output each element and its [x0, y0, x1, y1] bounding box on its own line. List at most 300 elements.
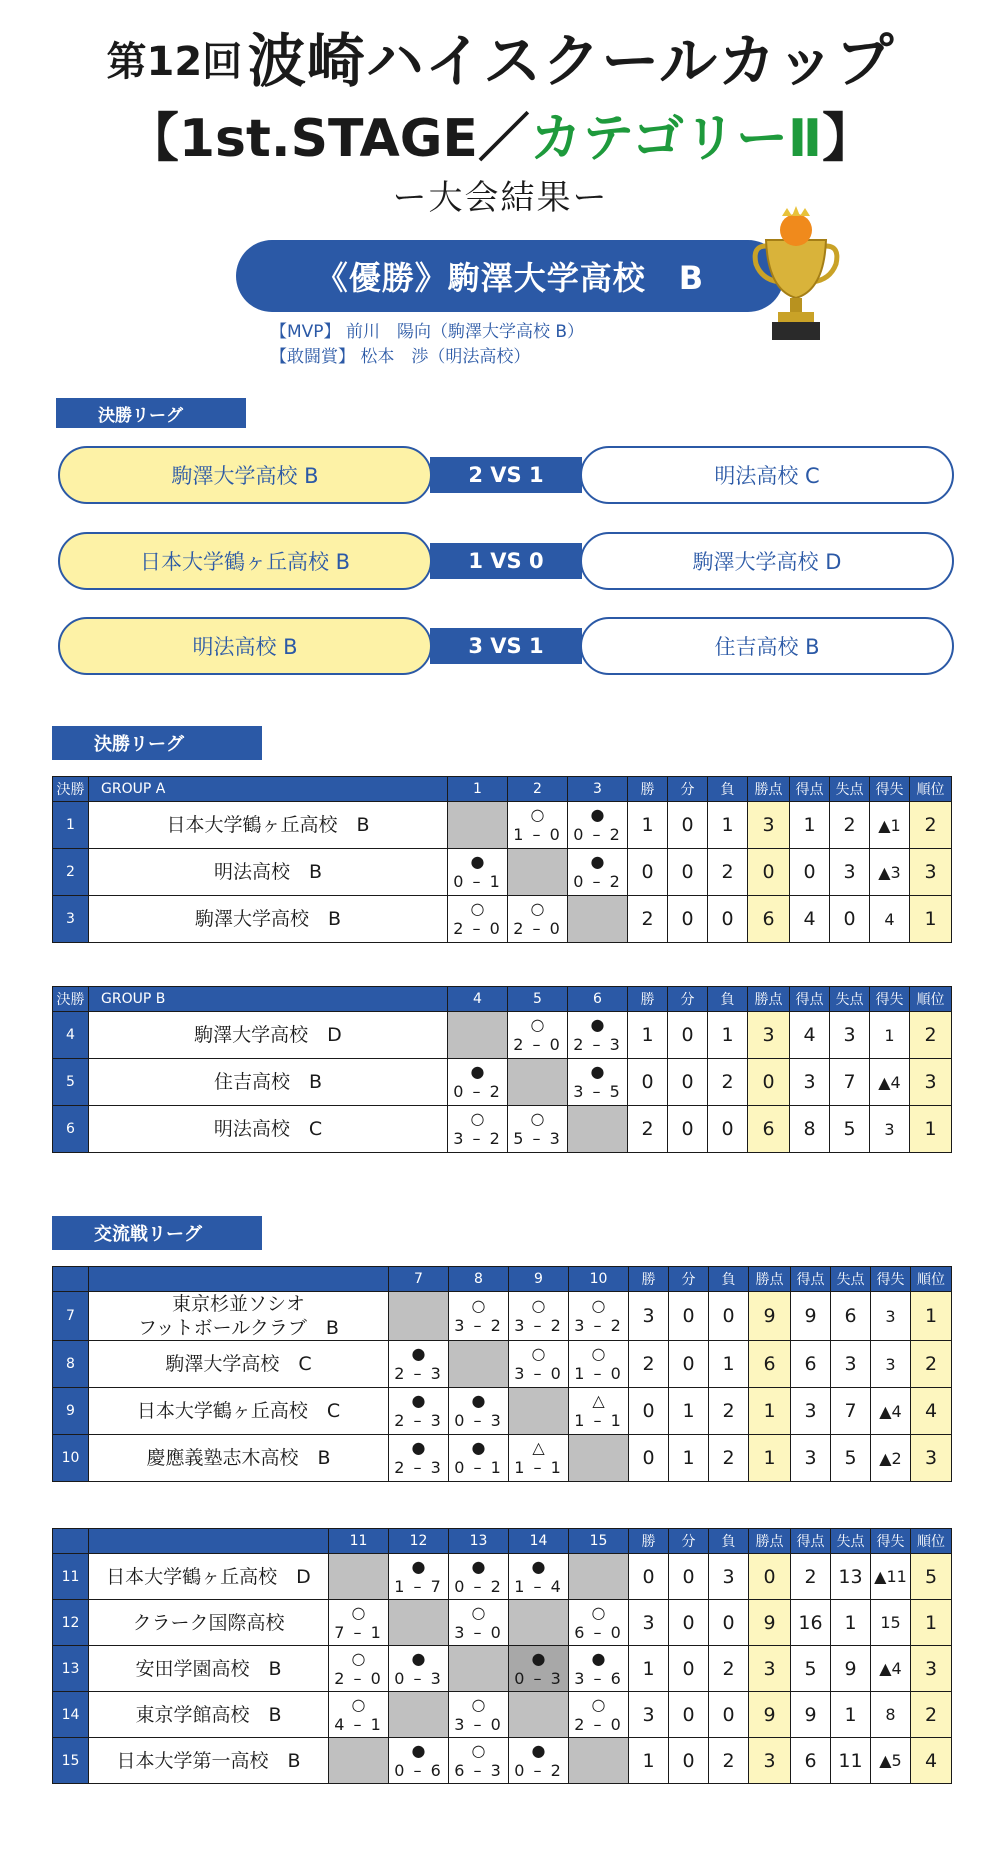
- stat-points: 9: [749, 1692, 791, 1738]
- result-symbol: ○: [530, 899, 545, 918]
- stat-draws: 0: [668, 1012, 708, 1059]
- match-home-team: 明法高校 B: [58, 617, 432, 675]
- opponent-col: 4: [448, 987, 508, 1012]
- team-name: [89, 896, 448, 943]
- stat-goals-against: 1: [831, 1692, 871, 1738]
- stat-goal-diff: ▲4: [871, 1388, 911, 1435]
- match-score: 2 – 3: [394, 1364, 443, 1383]
- table-header: [53, 1267, 952, 1292]
- table-header: [53, 1529, 952, 1554]
- match-result-cell: [509, 1554, 569, 1600]
- team-name: [89, 1692, 329, 1738]
- match-score: 0 – 2: [573, 825, 622, 844]
- match-score: 3 – 2: [574, 1316, 623, 1335]
- result-symbol: ○: [531, 1296, 546, 1315]
- self-match-cell: [449, 1341, 509, 1388]
- stat-header: 得点: [790, 777, 830, 802]
- opponent-col: 2: [508, 777, 568, 802]
- self-match-cell: [509, 1692, 569, 1738]
- match-result-cell: [449, 1600, 509, 1646]
- match-result-cell: [449, 1554, 509, 1600]
- match-score: 1 VS 0: [430, 543, 582, 579]
- team-name-line: 日本大学鶴ヶ丘高校 C: [136, 1400, 341, 1422]
- match-score: 7 – 1: [334, 1622, 383, 1642]
- match-result-cell: [568, 1059, 628, 1106]
- team-name-line: 住吉高校 B: [213, 1071, 323, 1093]
- header-blank: [89, 1529, 329, 1554]
- result-symbol: ○: [591, 1694, 606, 1714]
- stat-wins: 2: [628, 1106, 668, 1153]
- match-score: 0 – 6: [394, 1760, 443, 1780]
- match-result-cell: [509, 1341, 569, 1388]
- match-score: 2 – 0: [453, 919, 502, 938]
- stat-points: 0: [749, 1554, 791, 1600]
- match-result-cell: [448, 1059, 508, 1106]
- stat-points: 3: [748, 1012, 790, 1059]
- match-home-team: 日本大学鶴ヶ丘高校 B: [58, 532, 432, 590]
- team-name: [89, 1012, 448, 1059]
- match-score: 3 – 5: [573, 1082, 622, 1101]
- team-name-line: 駒澤大学高校 B: [194, 908, 342, 930]
- match-result-cell: [329, 1600, 389, 1646]
- stat-rank: 4: [911, 1738, 952, 1784]
- stat-losses: 2: [709, 1646, 749, 1692]
- stat-wins: 0: [629, 1554, 669, 1600]
- row-number: 8: [53, 1341, 89, 1388]
- team-name-line: 東京杉並ソシオ: [171, 1293, 305, 1315]
- match-score: 1 – 4: [514, 1576, 563, 1596]
- stat-goal-diff: ▲5: [871, 1738, 911, 1784]
- stat-goal-diff: 3: [871, 1292, 911, 1341]
- match-result-cell: [449, 1292, 509, 1341]
- match-score: 0 – 1: [453, 872, 502, 891]
- awards-list: [270, 320, 584, 370]
- match-score: 2 – 0: [513, 919, 562, 938]
- stat-goals-against: 3: [831, 1341, 871, 1388]
- stat-goals-against: 2: [830, 802, 870, 849]
- stat-header: 勝: [629, 1529, 669, 1554]
- stat-wins: 3: [629, 1292, 669, 1341]
- table-row: [53, 1435, 952, 1482]
- stat-draws: 0: [668, 1059, 708, 1106]
- table-row: [53, 896, 952, 943]
- stat-points: 1: [749, 1435, 791, 1482]
- stat-header: 負: [708, 777, 748, 802]
- stat-wins: 1: [629, 1738, 669, 1784]
- result-symbol: ●: [411, 1438, 426, 1457]
- stat-rank: 1: [911, 1600, 952, 1646]
- match-result-cell: [389, 1646, 449, 1692]
- result-symbol: ○: [471, 1296, 486, 1315]
- match-result-cell: [329, 1646, 389, 1692]
- result-symbol: ○: [351, 1694, 366, 1714]
- stat-header: 失点: [830, 777, 870, 802]
- table-row: [53, 1292, 952, 1341]
- stat-points: 3: [748, 802, 790, 849]
- result-symbol: ●: [591, 1648, 606, 1668]
- team-name-line: 日本大学第一高校 B: [116, 1749, 301, 1772]
- match-result-cell: [448, 849, 508, 896]
- row-number: 15: [53, 1738, 89, 1784]
- match-result-cell: [389, 1435, 449, 1482]
- result-symbol: ●: [531, 1740, 546, 1760]
- stat-points: 6: [749, 1341, 791, 1388]
- result-symbol: △: [592, 1391, 605, 1410]
- stat-header: 得失: [871, 1267, 911, 1292]
- team-name: [89, 1600, 329, 1646]
- match-result-cell: [569, 1692, 629, 1738]
- match-result-cell: [508, 896, 568, 943]
- match-result-cell: [389, 1341, 449, 1388]
- stat-goals-against: 7: [831, 1388, 871, 1435]
- stat-goal-diff: ▲4: [871, 1646, 911, 1692]
- team-name-line: 安田学園高校 B: [135, 1657, 282, 1680]
- stat-goals-against: 0: [830, 896, 870, 943]
- stage-title: [0, 96, 1001, 171]
- opponent-col: 7: [389, 1267, 449, 1292]
- match-result-cell: [509, 1646, 569, 1692]
- self-match-cell: [389, 1292, 449, 1341]
- stat-header: 得失: [871, 1529, 911, 1554]
- stat-losses: 0: [708, 1106, 748, 1153]
- stat-draws: 0: [669, 1738, 709, 1784]
- match-score: 1 – 0: [513, 825, 562, 844]
- header-label: 決勝: [53, 777, 89, 802]
- stat-goals-for: 9: [791, 1692, 831, 1738]
- self-match-cell: [508, 849, 568, 896]
- stat-rank: 3: [910, 849, 952, 896]
- stage-close: 】: [822, 109, 875, 169]
- match-result-cell: [389, 1738, 449, 1784]
- match-score: 0 – 3: [514, 1668, 563, 1688]
- self-match-cell: [449, 1646, 509, 1692]
- exchange-table-2: [52, 1528, 952, 1784]
- match-score: 5 – 3: [513, 1129, 562, 1148]
- match-score: 3 – 2: [514, 1316, 563, 1335]
- stat-points: 3: [749, 1738, 791, 1784]
- match-score: 3 – 0: [514, 1364, 563, 1383]
- match-score: 3 – 2: [453, 1129, 502, 1148]
- stat-header: 勝: [629, 1267, 669, 1292]
- final-match: [58, 617, 954, 675]
- stat-losses: 0: [708, 896, 748, 943]
- stat-header: 勝: [628, 777, 668, 802]
- stat-goals-against: 9: [831, 1646, 871, 1692]
- match-score: 2 – 3: [573, 1035, 622, 1054]
- header-blank: [53, 1267, 89, 1292]
- result-symbol: ●: [471, 1556, 486, 1576]
- stat-points: 0: [748, 1059, 790, 1106]
- table-row: [53, 802, 952, 849]
- group-label: [89, 777, 448, 802]
- match-score: 6 – 0: [574, 1622, 623, 1642]
- stat-header: 得点: [791, 1267, 831, 1292]
- stat-header: 得失: [870, 987, 910, 1012]
- stat-goals-for: 8: [790, 1106, 830, 1153]
- table-body: [53, 802, 952, 943]
- stat-goals-for: 9: [791, 1292, 831, 1341]
- group-name: GROUP B: [101, 991, 166, 1007]
- match-score: 4 – 1: [334, 1714, 383, 1734]
- result-symbol: ○: [530, 805, 545, 824]
- team-name: [89, 1435, 389, 1482]
- stat-losses: 0: [709, 1692, 749, 1738]
- stat-goals-against: 11: [831, 1738, 871, 1784]
- stat-header: 失点: [830, 987, 870, 1012]
- row-number: 11: [53, 1554, 89, 1600]
- stat-losses: 1: [708, 802, 748, 849]
- match-score: 2 VS 1: [430, 457, 582, 493]
- group-b-table: [52, 986, 952, 1153]
- opponent-col: 10: [569, 1267, 629, 1292]
- stat-header: 得点: [791, 1529, 831, 1554]
- stat-rank: 1: [910, 896, 952, 943]
- team-name-line: 駒澤大学高校 C: [165, 1353, 312, 1375]
- team-name: [89, 1341, 389, 1388]
- match-score: 1 – 7: [394, 1576, 443, 1596]
- result-symbol: ●: [590, 852, 605, 871]
- stat-rank: 1: [911, 1292, 952, 1341]
- team-name-line: 日本大学鶴ヶ丘高校 D: [106, 1565, 311, 1588]
- match-score: 3 – 0: [454, 1714, 503, 1734]
- match-result-cell: [449, 1738, 509, 1784]
- stat-points: 6: [748, 896, 790, 943]
- stat-losses: 0: [709, 1600, 749, 1646]
- stat-rank: 4: [911, 1388, 952, 1435]
- match-result-cell: [449, 1692, 509, 1738]
- match-away-team: 住吉高校 B: [580, 617, 954, 675]
- table-row: [53, 1554, 952, 1600]
- team-name: [89, 1554, 329, 1600]
- stat-draws: 1: [669, 1435, 709, 1482]
- stat-losses: 2: [709, 1435, 749, 1482]
- tournament-title: 波崎ハイスクールカップ: [247, 27, 895, 95]
- match-score: 3 – 6: [574, 1668, 623, 1688]
- table-row: [53, 1059, 952, 1106]
- trophy-icon: [752, 206, 840, 346]
- opponent-col: 11: [329, 1529, 389, 1554]
- row-number: 9: [53, 1388, 89, 1435]
- stat-rank: 2: [911, 1692, 952, 1738]
- match-result-cell: [509, 1738, 569, 1784]
- stat-losses: 1: [708, 1012, 748, 1059]
- match-result-cell: [508, 802, 568, 849]
- winner-banner: 《優勝》駒澤大学高校 B: [236, 240, 784, 312]
- stat-goals-for: 5: [791, 1646, 831, 1692]
- match-result-cell: [569, 1292, 629, 1341]
- match-result-cell: [448, 896, 508, 943]
- stat-draws: 0: [668, 802, 708, 849]
- stat-goal-diff: ▲1: [870, 802, 910, 849]
- result-symbol: ○: [471, 1602, 486, 1622]
- table-body: [53, 1012, 952, 1153]
- stat-header: 順位: [911, 1529, 952, 1554]
- stat-goal-diff: ▲4: [870, 1059, 910, 1106]
- match-score: 2 – 3: [394, 1458, 443, 1477]
- opponent-col: 1: [448, 777, 508, 802]
- stat-header: 分: [669, 1267, 709, 1292]
- opponent-col: 3: [568, 777, 628, 802]
- match-score: 1 – 1: [574, 1411, 623, 1430]
- result-symbol: ○: [591, 1296, 606, 1315]
- header-blank: [53, 1529, 89, 1554]
- result-symbol: ○: [351, 1648, 366, 1668]
- stat-header: 得点: [790, 987, 830, 1012]
- stat-losses: 2: [709, 1738, 749, 1784]
- match-result-cell: [449, 1388, 509, 1435]
- self-match-cell: [569, 1435, 629, 1482]
- stat-goals-for: 16: [791, 1600, 831, 1646]
- self-match-cell: [568, 896, 628, 943]
- opponent-col: 9: [509, 1267, 569, 1292]
- final-match: [58, 446, 954, 504]
- final-section-label: 決勝リーグ: [56, 398, 246, 428]
- match-result-cell: [389, 1554, 449, 1600]
- match-result-cell: [448, 1106, 508, 1153]
- stat-losses: 2: [708, 1059, 748, 1106]
- stat-rank: 2: [910, 1012, 952, 1059]
- opponent-col: 8: [449, 1267, 509, 1292]
- self-match-cell: [569, 1738, 629, 1784]
- fighting-spirit-award: 【敢闘賞】 松本 渉（明法高校）: [270, 347, 531, 367]
- match-result-cell: [569, 1646, 629, 1692]
- result-symbol: ○: [471, 1694, 486, 1714]
- group-label: [89, 987, 448, 1012]
- stat-header: 勝: [628, 987, 668, 1012]
- stat-losses: 2: [708, 849, 748, 896]
- stat-losses: 1: [709, 1341, 749, 1388]
- result-symbol: ○: [470, 899, 485, 918]
- row-number: 13: [53, 1646, 89, 1692]
- stat-points: 6: [748, 1106, 790, 1153]
- match-result-cell: [508, 1012, 568, 1059]
- final-match: [58, 532, 954, 590]
- team-name-line: フットボールクラブ B: [138, 1317, 339, 1339]
- stat-draws: 0: [668, 1106, 708, 1153]
- self-match-cell: [509, 1388, 569, 1435]
- edition-label: 第12回: [106, 39, 243, 85]
- table-row: [53, 1738, 952, 1784]
- table-row: [53, 1341, 952, 1388]
- match-score: 3 – 2: [454, 1316, 503, 1335]
- result-symbol: ●: [471, 1438, 486, 1457]
- result-symbol: ○: [351, 1602, 366, 1622]
- self-match-cell: [389, 1692, 449, 1738]
- mvp-award: 【MVP】 前川 陽向（駒澤大学高校 B）: [270, 322, 585, 342]
- row-number: 4: [53, 1012, 89, 1059]
- stat-points: 9: [749, 1600, 791, 1646]
- row-number: 6: [53, 1106, 89, 1153]
- match-score: 0 – 2: [454, 1576, 503, 1596]
- match-score: 1 – 1: [514, 1458, 563, 1477]
- stat-header: 負: [708, 987, 748, 1012]
- stat-draws: 0: [669, 1646, 709, 1692]
- stat-header: 順位: [911, 1267, 952, 1292]
- stat-draws: 0: [668, 896, 708, 943]
- table-header: [53, 777, 952, 802]
- stat-draws: 0: [669, 1554, 709, 1600]
- stage-open: 【1st.STAGE／: [126, 109, 530, 169]
- match-score: 0 – 2: [514, 1760, 563, 1780]
- stat-goals-against: 1: [831, 1600, 871, 1646]
- stat-header: 負: [709, 1267, 749, 1292]
- stat-wins: 1: [628, 802, 668, 849]
- table-header: [53, 987, 952, 1012]
- self-match-cell: [508, 1059, 568, 1106]
- stat-goals-for: 3: [791, 1435, 831, 1482]
- group-name: GROUP A: [101, 781, 166, 797]
- match-away-team: 明法高校 C: [580, 446, 954, 504]
- result-symbol: ●: [470, 1062, 485, 1081]
- team-name: [89, 1388, 389, 1435]
- match-result-cell: [568, 802, 628, 849]
- stat-rank: 2: [911, 1341, 952, 1388]
- result-symbol: ●: [590, 1062, 605, 1081]
- stat-wins: 0: [629, 1435, 669, 1482]
- match-result-cell: [568, 1012, 628, 1059]
- match-result-cell: [508, 1106, 568, 1153]
- stat-header: 順位: [910, 987, 952, 1012]
- stat-goals-against: 3: [830, 849, 870, 896]
- stat-wins: 3: [629, 1600, 669, 1646]
- result-symbol: ○: [591, 1602, 606, 1622]
- stat-goals-for: 6: [791, 1738, 831, 1784]
- result-symbol: ●: [531, 1556, 546, 1576]
- team-name-line: 慶應義塾志木高校 B: [146, 1447, 331, 1469]
- match-score: 1 – 0: [574, 1364, 623, 1383]
- stat-header: 分: [668, 777, 708, 802]
- result-symbol: ●: [590, 1015, 605, 1034]
- result-symbol: ○: [471, 1740, 486, 1760]
- result-symbol: ○: [591, 1344, 606, 1363]
- group-a-table: [52, 776, 952, 943]
- table-row: [53, 1012, 952, 1059]
- team-name-line: クラーク国際高校: [132, 1611, 285, 1634]
- result-symbol: ●: [531, 1648, 546, 1668]
- stat-rank: 5: [911, 1554, 952, 1600]
- stat-goal-diff: 15: [871, 1600, 911, 1646]
- result-symbol: △: [532, 1438, 545, 1457]
- stat-points: 0: [748, 849, 790, 896]
- team-name: [89, 802, 448, 849]
- stat-rank: 3: [911, 1646, 952, 1692]
- opponent-col: 12: [389, 1529, 449, 1554]
- result-symbol: ●: [411, 1391, 426, 1410]
- stat-goal-diff: 3: [871, 1341, 911, 1388]
- stat-goals-for: 2: [791, 1554, 831, 1600]
- match-result-cell: [569, 1341, 629, 1388]
- row-number: 5: [53, 1059, 89, 1106]
- result-symbol: ●: [411, 1556, 426, 1576]
- match-score: 2 – 0: [513, 1035, 562, 1054]
- match-result-cell: [568, 849, 628, 896]
- header-blank: [89, 1267, 389, 1292]
- stat-wins: 0: [628, 1059, 668, 1106]
- self-match-cell: [448, 802, 508, 849]
- header-label: 決勝: [53, 987, 89, 1012]
- match-result-cell: [389, 1388, 449, 1435]
- result-symbol: ○: [531, 1344, 546, 1363]
- match-home-team: 駒澤大学高校 B: [58, 446, 432, 504]
- table-row: [53, 1388, 952, 1435]
- stat-goals-for: 3: [790, 1059, 830, 1106]
- stat-header: 失点: [831, 1529, 871, 1554]
- stat-goals-for: 0: [790, 849, 830, 896]
- page-title: [0, 14, 1001, 98]
- stat-rank: 1: [910, 1106, 952, 1153]
- result-symbol: ●: [411, 1344, 426, 1363]
- result-symbol: ●: [411, 1740, 426, 1760]
